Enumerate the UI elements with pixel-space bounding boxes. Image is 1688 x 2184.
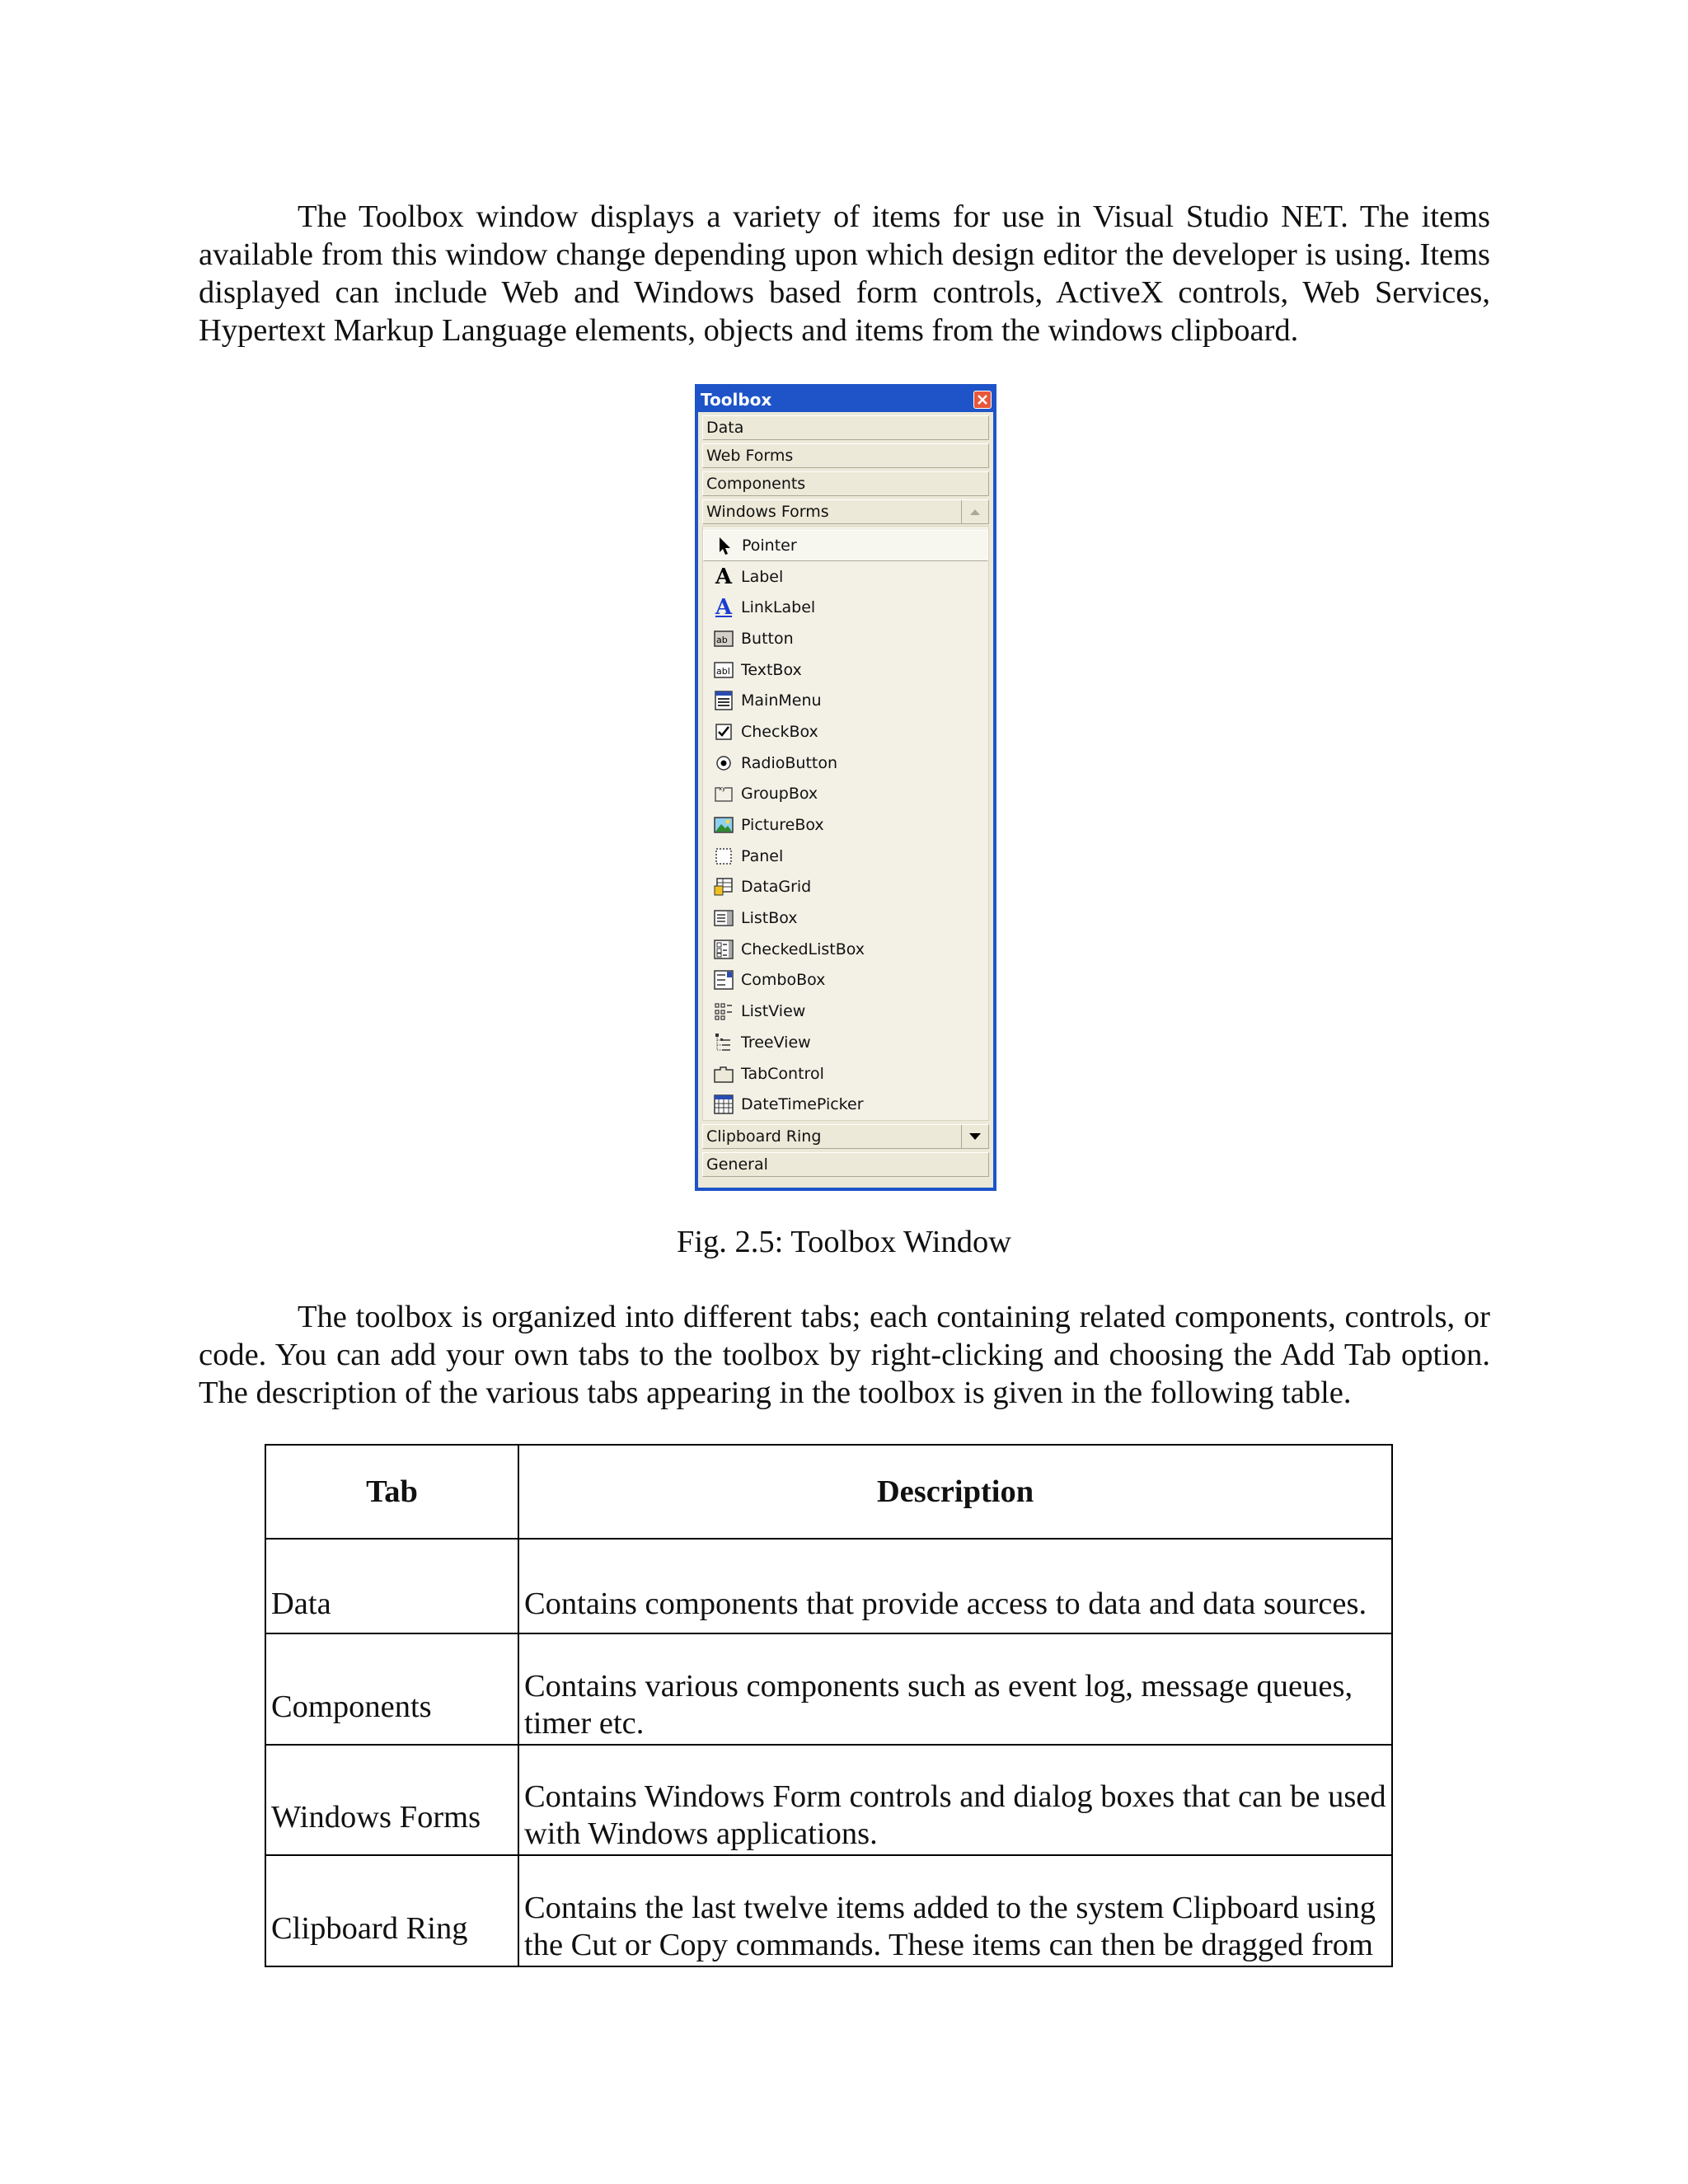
toolbox-item-mainmenu[interactable] xyxy=(703,685,988,716)
toolbox-item-label[interactable] xyxy=(703,561,988,593)
toolbox-title-bar[interactable] xyxy=(698,387,993,412)
item-label: Pointer xyxy=(742,536,797,555)
table-row xyxy=(265,1855,1392,1966)
intro-text: The Toolbox window displays a variety of items for use in Visual Studio NET. The items available from this window change depending upon which design editor the developer is using. Items displayed can include Web and Windows based form controls, ActiveX controls, Web Services, Hypertext Markup Language elements, objects and items from the windows clipboard. xyxy=(199,199,1490,348)
tab-label: Web Forms xyxy=(706,447,794,465)
toolbox-item-picturebox[interactable] xyxy=(703,809,988,841)
item-label: Label xyxy=(741,567,784,586)
tabcontrol-icon xyxy=(713,1063,734,1085)
scroll-down-button[interactable] xyxy=(961,1125,988,1148)
item-label: ListView xyxy=(741,1002,806,1021)
row-description: Contains Windows Form controls and dialog boxes that can be used with Windows applications. xyxy=(518,1745,1392,1855)
svg-text:abl: abl xyxy=(716,665,730,677)
tab-windows-forms[interactable] xyxy=(702,499,989,524)
chevron-up-icon xyxy=(969,508,981,516)
close-icon xyxy=(977,394,988,405)
treeview-icon xyxy=(713,1032,734,1053)
tab-label: Windows Forms xyxy=(706,503,829,521)
toolbox-item-groupbox[interactable] xyxy=(703,779,988,810)
item-label: ComboBox xyxy=(741,971,826,990)
table-row xyxy=(265,1633,1392,1745)
scroll-up-button[interactable] xyxy=(961,500,988,523)
datagrid-icon xyxy=(713,876,734,898)
item-label: PictureBox xyxy=(741,816,824,835)
item-label: MainMenu xyxy=(741,691,822,710)
svg-text:xy: xy xyxy=(719,785,726,793)
toolbox-item-list xyxy=(702,526,989,1121)
row-description: Contains various components such as event log, message queues, timer etc. xyxy=(518,1633,1392,1745)
toolbox-window[interactable] xyxy=(695,384,996,1191)
table-row xyxy=(265,1745,1392,1855)
tabs-paragraph xyxy=(199,1298,1490,1412)
row-tab: Windows Forms xyxy=(265,1745,518,1855)
item-label: TextBox xyxy=(741,660,802,679)
intro-paragraph xyxy=(199,198,1490,349)
item-label: Button xyxy=(741,629,794,648)
linklabel-icon: A xyxy=(715,595,733,621)
figure-caption: Fig. 2.5: Toolbox Window xyxy=(676,1225,1012,1259)
toolbox-item-treeview[interactable] xyxy=(703,1027,988,1058)
toolbox-item-listview[interactable] xyxy=(703,996,988,1027)
tab-web-forms[interactable] xyxy=(702,443,989,468)
tab-label: Components xyxy=(706,475,806,493)
listview-icon xyxy=(713,1001,734,1022)
row-tab: Data xyxy=(265,1539,518,1633)
table-row xyxy=(265,1539,1392,1633)
toolbox-item-radiobutton[interactable] xyxy=(703,748,988,779)
item-label: DataGrid xyxy=(741,878,812,897)
chevron-down-icon xyxy=(968,1132,982,1141)
toolbox-title: Toolbox xyxy=(701,390,772,410)
toolbox-item-tabcontrol[interactable] xyxy=(703,1058,988,1090)
label-icon: A xyxy=(715,564,733,589)
toolbox-item-listbox[interactable] xyxy=(703,902,988,934)
toolbox-item-datagrid[interactable] xyxy=(703,872,988,903)
toolbox-item-checkedlistbox[interactable] xyxy=(703,934,988,965)
item-label: LinkLabel xyxy=(741,598,816,617)
toolbox-item-checkbox[interactable] xyxy=(703,716,988,748)
checkedlistbox-icon xyxy=(713,939,734,960)
item-label: Panel xyxy=(741,846,784,865)
row-description: Contains the last twelve items added to the system Clipboard using the Cut or Copy commands. These items can then be dragged from xyxy=(518,1855,1392,1966)
tabs-table xyxy=(265,1444,1393,1967)
header-tab: Tab xyxy=(265,1445,518,1539)
pointer-icon xyxy=(714,535,735,556)
tab-components[interactable] xyxy=(702,471,989,496)
item-label: TabControl xyxy=(741,1064,824,1083)
textbox-icon xyxy=(713,659,734,681)
item-label: CheckedListBox xyxy=(741,940,865,958)
toolbox-item-panel[interactable] xyxy=(703,841,988,872)
button-icon xyxy=(713,628,734,649)
item-label: RadioButton xyxy=(741,753,838,772)
tab-general[interactable] xyxy=(702,1152,989,1177)
item-label: GroupBox xyxy=(741,785,818,804)
combobox-icon xyxy=(713,969,734,991)
datetimepicker-icon xyxy=(713,1094,734,1115)
toolbox-item-button[interactable] xyxy=(703,623,988,654)
row-tab: Clipboard Ring xyxy=(265,1855,518,1966)
picturebox-icon xyxy=(713,814,734,836)
tabs-intro-text: The toolbox is organized into different tabs; each containing related components, controls, or code. You can add your own tabs to the toolbox by right-clicking and choosing the Add Tab option. The description of the various tabs appearing in the toolbox is given in the following table. xyxy=(199,1300,1490,1410)
toolbox-body xyxy=(698,412,993,1188)
panel-icon xyxy=(713,846,734,867)
toolbox-item-textbox[interactable] xyxy=(703,654,988,686)
row-description: Contains components that provide access to data and data sources. xyxy=(518,1539,1392,1633)
radiobutton-icon xyxy=(713,752,734,774)
item-label: ListBox xyxy=(741,909,798,928)
item-label: CheckBox xyxy=(741,722,818,741)
checkbox-icon xyxy=(713,721,734,743)
item-label: TreeView xyxy=(741,1033,811,1052)
mainmenu-icon xyxy=(713,690,734,711)
listbox-icon xyxy=(713,907,734,929)
tab-clipboard-ring[interactable] xyxy=(702,1124,989,1149)
table-header-row xyxy=(265,1445,1392,1539)
item-label: DateTimePicker xyxy=(741,1095,864,1114)
header-description: Description xyxy=(518,1445,1392,1539)
svg-text:ab: ab xyxy=(716,634,728,645)
row-tab: Components xyxy=(265,1633,518,1745)
groupbox-icon xyxy=(713,783,734,804)
tab-data[interactable] xyxy=(702,415,989,440)
close-button[interactable] xyxy=(973,391,992,409)
tab-label: Data xyxy=(706,419,744,437)
toolbox-item-linklabel[interactable] xyxy=(703,592,988,623)
toolbox-item-datetimepicker[interactable] xyxy=(703,1089,988,1120)
toolbox-item-pointer[interactable] xyxy=(703,530,988,561)
tab-label: Clipboard Ring xyxy=(706,1127,822,1146)
tab-label: General xyxy=(706,1155,768,1174)
toolbox-item-combobox[interactable] xyxy=(703,965,988,996)
